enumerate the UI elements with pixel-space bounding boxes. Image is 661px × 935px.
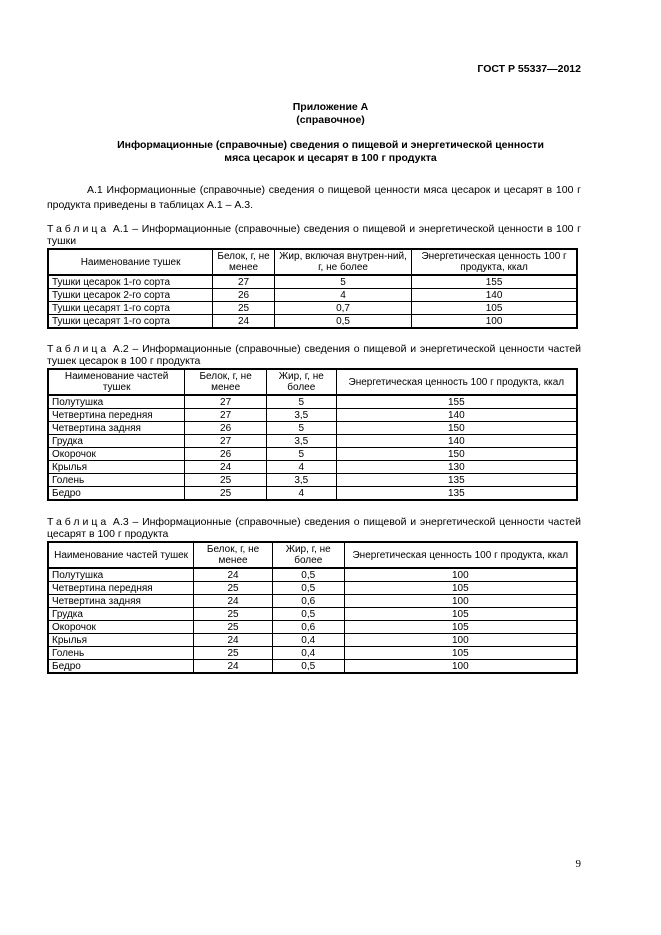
table-cell: 4 [266,461,336,474]
table-row [48,582,577,595]
table-cell: 3,5 [266,474,336,487]
table-row [48,395,577,409]
table-caption-text: А.1 – Информационные (справочные) сведения о пищевой и энергетической ценности в 100 г тушки [47,223,581,247]
table-cell: 24 [194,595,273,608]
table-header-row [48,542,577,568]
table-cell: 0,5 [272,582,344,595]
table-row [48,315,577,329]
table-cell: Крылья [48,634,194,647]
appendix-heading [60,139,601,165]
column-header: Наименование тушек [48,249,213,275]
table-cell: 3,5 [266,435,336,448]
table-cell: 105 [344,647,577,660]
table-cell: 25 [194,647,273,660]
table-cell: Четвертина задняя [48,422,185,435]
table-row [48,660,577,674]
table-row [48,487,577,501]
table-caption-prefix: Таблица [47,516,110,528]
table-row [48,448,577,461]
table-cell: Голень [48,647,194,660]
table-cell: 155 [412,275,577,289]
table-cell: 0,6 [272,621,344,634]
table-cell: 140 [412,289,577,302]
table-cell: 27 [213,275,275,289]
table-cell: 0,5 [272,608,344,621]
table-row [48,289,577,302]
table-header-row [48,369,577,395]
table-cell: Крылья [48,461,185,474]
table-cell: 5 [274,275,411,289]
table-cell: 5 [266,395,336,409]
table-cell: Бедро [48,660,194,674]
table-cell: 155 [336,395,577,409]
table-row [48,621,577,634]
table-cell: 0,4 [272,634,344,647]
table-caption-prefix: Таблица [47,223,110,235]
column-header: Энергетическая ценность 100 г продукта, ккал [344,542,577,568]
table-cell: 135 [336,487,577,501]
column-header: Белок, г, не менее [213,249,275,275]
table-cell: Тушки цесарят 1-го сорта [48,302,213,315]
table-cell: Четвертина передняя [48,582,194,595]
column-header: Белок, г, не менее [194,542,273,568]
table-cell: 105 [344,582,577,595]
table-a1-caption [47,223,581,247]
table-cell: 26 [185,422,267,435]
table-cell: Тушки цесарок 2-го сорта [48,289,213,302]
table-cell: Бедро [48,487,185,501]
appendix-title-line1: Приложение А [292,101,369,113]
table-row [48,435,577,448]
appendix-title-line2: (справочное) [296,114,365,126]
table-row [48,595,577,608]
table-cell: 24 [194,634,273,647]
table-cell: 100 [344,595,577,608]
table-cell: 140 [336,409,577,422]
column-header: Белок, г, не менее [185,369,267,395]
table-cell: 100 [412,315,577,329]
table-row [48,302,577,315]
table-cell: 5 [266,422,336,435]
column-header: Жир, г, не более [272,542,344,568]
column-header: Наименование частей тушек [48,369,185,395]
table-cell: 140 [336,435,577,448]
table-row [48,608,577,621]
table-cell: Окорочок [48,448,185,461]
table-a1 [47,248,578,329]
table-a3 [47,541,578,674]
intro-paragraph: А.1 Информационные (справочные) сведения о пищевой ценности мяса цесарок и цесарят в 100 г продукта приведены в таблицах А.1 – А.3. [47,184,581,211]
table-cell: 0,7 [274,302,411,315]
table-cell: Голень [48,474,185,487]
table-cell: 0,5 [274,315,411,329]
table-cell: 25 [185,474,267,487]
table-a3-caption [47,516,581,540]
table-cell: 105 [344,608,577,621]
table-row [48,474,577,487]
table-cell: Четвертина передняя [48,409,185,422]
table-cell: 3,5 [266,409,336,422]
table-cell: 27 [185,395,267,409]
table-cell: 4 [266,487,336,501]
table-cell: 27 [185,409,267,422]
table-cell: 25 [194,608,273,621]
table-cell: 25 [194,621,273,634]
column-header: Энергетическая ценность 100 г продукта, ккал [412,249,577,275]
table-row [48,422,577,435]
table-cell: Тушки цесарят 1-го сорта [48,315,213,329]
table-cell: 100 [344,568,577,582]
table-cell: 135 [336,474,577,487]
table-cell: 26 [185,448,267,461]
table-header-row [48,249,577,275]
standard-code: ГОСТ Р 55337—2012 [477,63,581,75]
table-row [48,461,577,474]
table-row [48,409,577,422]
table-cell: 25 [194,582,273,595]
table-cell: 24 [213,315,275,329]
table-cell: 105 [344,621,577,634]
table-row [48,634,577,647]
table-cell: 100 [344,634,577,647]
appendix-heading-line2: мяса цесарок и цесарят в 100 г продукта [224,152,437,164]
table-cell: Полутушка [48,568,194,582]
appendix-title [0,101,661,127]
table-cell: 150 [336,422,577,435]
table-cell: 25 [213,302,275,315]
table-cell: Тушки цесарок 1-го сорта [48,275,213,289]
table-row [48,647,577,660]
page-number: 9 [575,858,581,870]
table-cell: 0,4 [272,647,344,660]
table-caption-prefix: Таблица [47,343,110,355]
table-cell: Полутушка [48,395,185,409]
column-header: Жир, г, не более [266,369,336,395]
column-header: Жир, включая внутрен-ний, г, не более [274,249,411,275]
table-cell: 150 [336,448,577,461]
table-cell: 130 [336,461,577,474]
table-cell: Грудка [48,608,194,621]
table-cell: 24 [185,461,267,474]
table-cell: Окорочок [48,621,194,634]
table-caption-text: А.2 – Информационные (справочные) сведения о пищевой и энергетической ценности частей тушек цесарок в 100 г продукта [47,343,581,367]
table-caption-text: А.3 – Информационные (справочные) сведения о пищевой и энергетической ценности частей цесарят в 100 г продукта [47,516,581,540]
table-cell: 25 [185,487,267,501]
column-header: Энергетическая ценность 100 г продукта, ккал [336,369,577,395]
appendix-heading-line1: Информационные (справочные) сведения о пищевой и энергетической ценности [117,139,544,151]
table-cell: 24 [194,660,273,674]
table-cell: 100 [344,660,577,674]
table-row [48,275,577,289]
table-a2-caption [47,343,581,367]
table-row [48,568,577,582]
table-cell: Четвертина задняя [48,595,194,608]
table-cell: 0,5 [272,568,344,582]
table-cell: 27 [185,435,267,448]
table-cell: 5 [266,448,336,461]
table-cell: Грудка [48,435,185,448]
column-header: Наименование частей тушек [48,542,194,568]
table-cell: 26 [213,289,275,302]
table-a2 [47,368,578,501]
table-cell: 105 [412,302,577,315]
table-cell: 4 [274,289,411,302]
table-cell: 0,5 [272,660,344,674]
table-cell: 0,6 [272,595,344,608]
table-cell: 24 [194,568,273,582]
